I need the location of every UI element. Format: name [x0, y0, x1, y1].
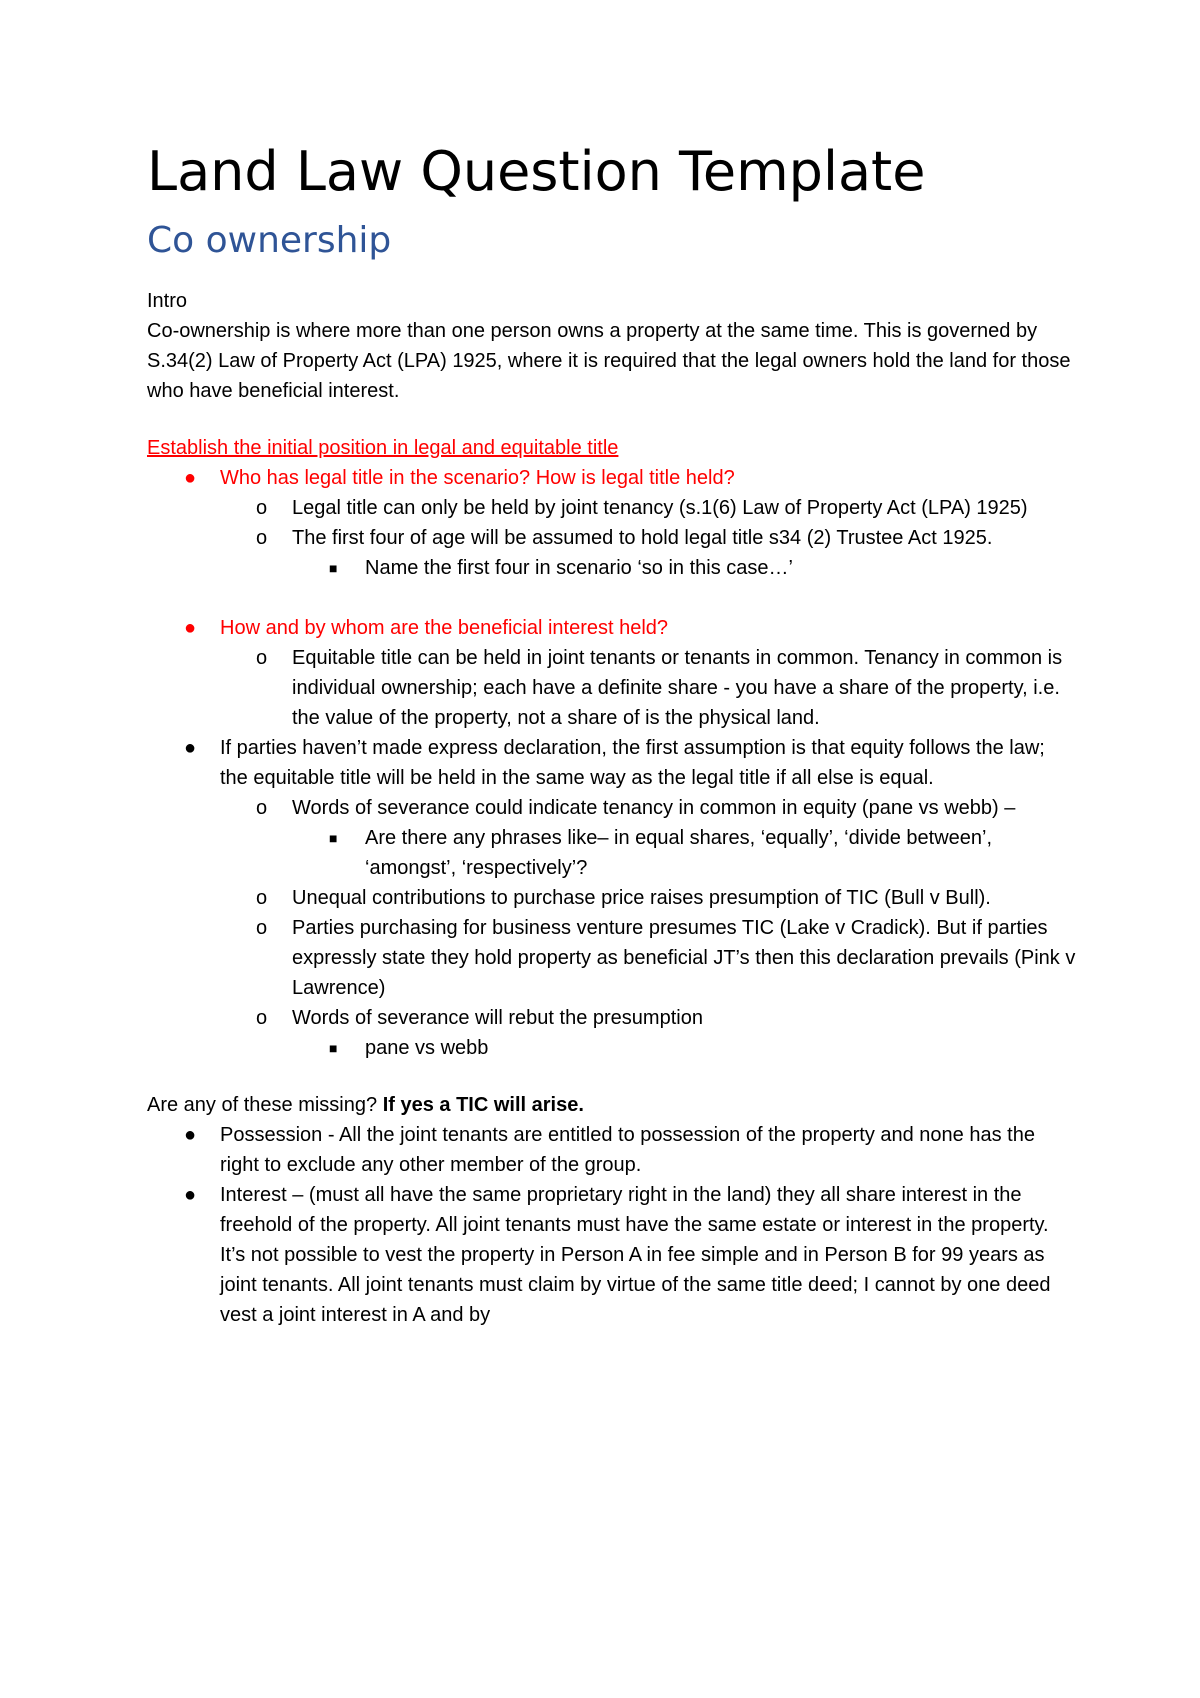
list-item — [147, 913, 1077, 1003]
list-item-text: Possession - All the joint tenants are entitled to possession of the property and none has the right to exclude any other member of the group. — [220, 1124, 1035, 1176]
missing-question-text: Are any of these missing? — [147, 1094, 383, 1116]
square-bullet-icon: ■ — [329, 1040, 338, 1056]
list-item — [147, 643, 1077, 733]
missing-question — [147, 1090, 1077, 1120]
bullet-icon: ● — [184, 1184, 197, 1206]
list-item-interest — [147, 1180, 1077, 1330]
document-content — [147, 140, 1077, 1330]
list-item-text: Unequal contributions to purchase price raises presumption of TIC (Bull v Bull). — [292, 887, 991, 909]
blank-line — [147, 583, 1077, 613]
list-item — [147, 523, 1077, 553]
list-item-text: If parties haven’t made express declaration, the first assumption is that equity follows the law; the equitable title will be held in the same way as the legal title if all else is equal. — [220, 737, 1045, 789]
intro-text: Co-ownership is where more than one person owns a property at the same time. This is governed by S.34(2) Law of Property Act (LPA) 1925, where it is required that the legal owners hold the land for those who have beneficial interest. — [147, 320, 1071, 402]
circle-bullet-icon: o — [256, 797, 268, 819]
circle-bullet-icon: o — [256, 917, 268, 939]
list-item — [147, 553, 1077, 583]
bullet-icon: ● — [184, 467, 197, 489]
circle-bullet-icon: o — [256, 647, 268, 669]
bullet-icon: ● — [184, 617, 197, 639]
list-item-text: Name the first four in scenario ‘so in this case…’ — [365, 557, 793, 579]
list-item — [147, 823, 1077, 883]
circle-bullet-icon: o — [256, 497, 268, 519]
list-item — [147, 493, 1077, 523]
list-item-text: Legal title can only be held by joint tenancy (s.1(6) Law of Property Act (LPA) 1925) — [292, 497, 1028, 519]
unities-list — [147, 1120, 1077, 1330]
list-item-beneficial-question — [147, 613, 1077, 643]
list-item-text: Words of severance will rebut the presumption — [292, 1007, 703, 1029]
bullet-icon: ● — [184, 737, 197, 759]
square-bullet-icon: ■ — [329, 560, 338, 576]
section-heading-initial-position: Establish the initial position in legal and equitable title — [147, 437, 619, 459]
circle-bullet-icon: o — [256, 1007, 268, 1029]
section-title: Co ownership — [147, 220, 392, 261]
spacer — [147, 406, 1077, 433]
list-item-text: Parties purchasing for business venture presumes TIC (Lake v Cradick). But if parties expressly state they hold property as beneficial JT’s then this declaration prevails (Pink v Lawrence) — [292, 917, 1076, 999]
intro-label: Intro — [147, 290, 188, 312]
square-bullet-icon: ■ — [329, 830, 338, 846]
list-item — [147, 1033, 1077, 1063]
missing-question-answer: If yes a TIC will arise. — [382, 1094, 584, 1116]
spacer — [147, 1063, 1077, 1090]
list-item-text: Interest – (must all have the same proprietary right in the land) they all share interest in the freehold of the property. All joint tenants must have the same estate or interest in the property. It’s not possible to vest the property in Person A in fee simple and in Person B for 99 years as joint tenants. All joint tenants must claim by virtue of the same title deed; I cannot by one deed vest a joint interest in A and by — [220, 1184, 1051, 1326]
list-item-possession — [147, 1120, 1077, 1180]
circle-bullet-icon: o — [256, 527, 268, 549]
list-item-text: Are there any phrases like– in equal shares, ‘equally’, ‘divide between’, ‘amongst’, ‘respectively’? — [365, 827, 993, 879]
list-item — [147, 1003, 1077, 1033]
list-item-text: Equitable title can be held in joint tenants or tenants in common. Tenancy in common is individual ownership; each have a definite share - you have a share of the property, i.e. the value of the property, not a share of is the physical land. — [292, 647, 1063, 729]
list-item-text: How and by whom are the beneficial interest held? — [220, 617, 669, 639]
list-item-text: The first four of age will be assumed to hold legal title s34 (2) Trustee Act 1925. — [292, 527, 993, 549]
outline-list — [147, 463, 1077, 1063]
list-item-text: Words of severance could indicate tenancy in common in equity (pane vs webb) – — [292, 797, 1016, 819]
list-item-text: Who has legal title in the scenario? How is legal title held? — [220, 467, 735, 489]
bullet-icon: ● — [184, 1124, 197, 1146]
list-item — [147, 733, 1077, 793]
list-item-legal-question — [147, 463, 1077, 493]
list-item-text: pane vs webb — [365, 1037, 489, 1059]
list-item — [147, 793, 1077, 823]
list-item — [147, 883, 1077, 913]
circle-bullet-icon: o — [256, 887, 268, 909]
document-title: Land Law Question Template — [147, 140, 926, 203]
